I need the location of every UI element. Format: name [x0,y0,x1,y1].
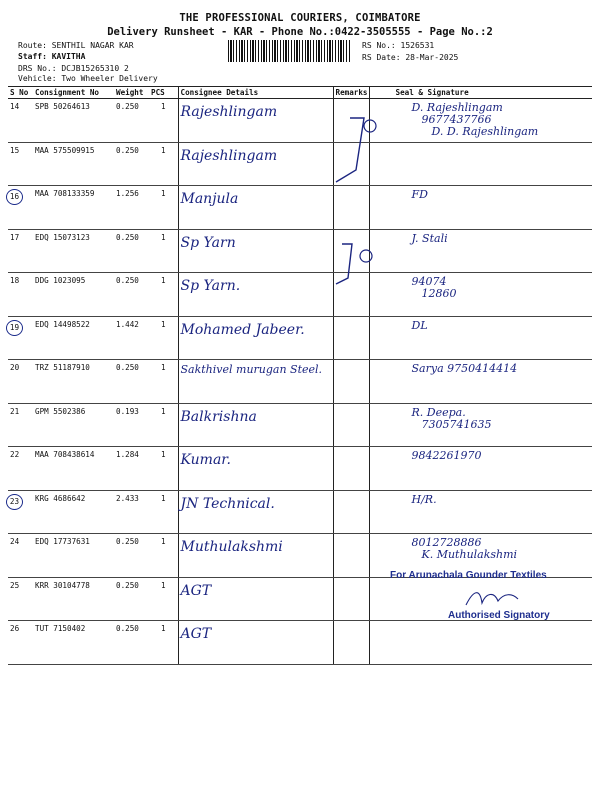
serial-number [8,403,33,447]
consignee-details [178,142,333,186]
consignment-number: MAA 575509915 [33,142,114,186]
pieces: 1 [149,403,178,447]
weight: 0.250 [114,99,149,143]
drs-number: DRS No.: DCJB15265310 2 [18,64,129,73]
serial-number-text: 25 [10,580,20,590]
signature-handwriting: 8012728886 [411,536,482,549]
seal-signature [369,490,592,534]
consignee-handwriting: Muthulakshmi [180,539,283,555]
pieces: 1 [149,621,178,665]
pieces: 1 [149,577,178,621]
table-row [8,229,592,273]
consignee-handwriting: Mohamed Jabeer. [180,321,305,338]
remarks [333,360,369,404]
serial-number-text: 17 [10,232,20,242]
remarks [333,577,369,621]
pieces: 1 [149,490,178,534]
consignment-number: DDG 1023095 [33,273,114,317]
consignee-handwriting: Balkrishna [180,408,257,425]
vehicle-text: Vehicle: Two Wheeler Delivery [18,74,158,83]
col-remarks: Remarks [333,87,369,99]
serial-number [8,577,33,621]
consignee-details [178,360,333,404]
consignee-handwriting: Sp Yarn. [180,278,241,294]
consignee-details [178,534,333,578]
table-row [8,447,592,491]
consignee-handwriting: JN Technical. [180,495,275,512]
barcode-image [228,40,350,62]
weight: 1.442 [114,316,149,360]
consignee-handwriting: AGT [180,626,212,642]
serial-number-text: 16 [6,189,23,205]
serial-number [8,99,33,143]
consignee-details [178,447,333,491]
consignee-handwriting: AGT [180,582,212,599]
rs-date: RS Date: 28-Mar-2025 [362,53,459,62]
seal-signature [369,447,592,491]
signature-handwriting: FD [411,188,428,201]
serial-number-text: 21 [10,406,20,416]
col-pcs: PCS [149,87,178,99]
consignee-handwriting: Rajeshlingam [180,104,278,120]
consignment-number: EDQ 14498522 [33,316,114,360]
serial-number-text: 15 [10,145,20,155]
company-stamp-name: For Arunachala Gounder Textiles [390,570,547,581]
signature-handwriting: Sarya 9750414414 [411,362,518,375]
remarks [333,316,369,360]
weight: 0.250 [114,621,149,665]
col-consignee: Consignee Details [178,87,333,99]
seal-signature [369,621,592,665]
signature-handwriting: H/R. [411,492,437,506]
serial-number [8,142,33,186]
weight: 1.256 [114,186,149,230]
consignment-number: MAA 708133359 [33,186,114,230]
serial-number [8,534,33,578]
authorised-signatory-stamp: Authorised Signatory [448,610,550,621]
seal-signature [369,273,592,317]
pieces: 1 [149,447,178,491]
signature-handwriting: R. Deepa. [411,405,466,419]
serial-number [8,621,33,665]
consignee-details [178,403,333,447]
signature-handwriting: J. Stali [411,231,448,245]
staff-text: Staff: KAVITHA [18,52,86,61]
remarks [333,490,369,534]
col-sno: S No [8,87,33,99]
weight: 0.250 [114,273,149,317]
serial-number [8,360,33,404]
signature-handwriting: K. Muthulakshmi [421,548,518,561]
col-consignment: Consignment No [33,87,114,99]
consignment-number: MAA 708438614 [33,447,114,491]
remarks [333,447,369,491]
signature-handwriting: 9842261970 [411,449,482,462]
pieces: 1 [149,229,178,273]
seal-signature [369,403,592,447]
seal-signature [369,186,592,230]
serial-number [8,316,33,360]
runsheet-subtitle: Delivery Runsheet - KAR - Phone No.:0422-3505555 - Page No.:2 [107,26,493,38]
consignment-number: KRG 4686642 [33,490,114,534]
serial-number-text: 22 [10,450,20,459]
consignee-handwriting: Manjula [180,191,239,207]
remarks [333,186,369,230]
signature-handwriting: D. Rajeshlingam [411,101,503,114]
signatory-signature [462,585,522,615]
rs-number: RS No.: 1526531 [362,41,435,50]
consignment-number: EDQ 17737631 [33,534,114,578]
pieces: 1 [149,273,178,317]
table-row [8,621,592,665]
table-row [8,403,592,447]
serial-number-text: 18 [10,276,20,285]
consignee-handwriting: Sakthivel murugan Steel. [180,363,323,376]
remarks [333,403,369,447]
pieces: 1 [149,186,178,230]
consignment-number: SPB 50264613 [33,99,114,143]
consignment-number: KRR 30104778 [33,577,114,621]
runsheet-title: THE PROFESSIONAL COURIERS, COIMBATORE [179,12,421,24]
weight: 0.250 [114,534,149,578]
consignment-number: TUT 7150402 [33,621,114,665]
serial-number-text: 23 [6,494,23,510]
col-weight: Weight [114,87,149,99]
table-row [8,490,592,534]
consignee-handwriting: Rajeshlingam [180,147,278,164]
pieces: 1 [149,142,178,186]
consignment-number: EDQ 15073123 [33,229,114,273]
seal-signature [369,142,592,186]
remarks [333,534,369,578]
weight: 0.250 [114,360,149,404]
seal-signature [369,316,592,360]
consignment-number: GPM 5502386 [33,403,114,447]
weight: 0.250 [114,229,149,273]
remarks [333,621,369,665]
serial-number [8,229,33,273]
table-row [8,142,592,186]
table-row [8,316,592,360]
col-signature: Seal & Signature [369,87,592,99]
consignee-details [178,490,333,534]
pieces: 1 [149,316,178,360]
seal-signature [369,99,592,143]
consignee-details [178,577,333,621]
weight: 0.193 [114,403,149,447]
weight: 0.250 [114,142,149,186]
route-text: Route: SENTHIL NAGAR KAR [18,41,134,50]
seal-signature [369,360,592,404]
consignee-handwriting: Kumar. [180,452,231,468]
serial-number-text: 24 [10,537,20,546]
serial-number [8,186,33,230]
serial-number [8,490,33,534]
remarks-ink-mark [330,110,390,190]
pieces: 1 [149,360,178,404]
consignee-details [178,316,333,360]
remarks-ink-mark [330,238,380,298]
consignee-details [178,621,333,665]
signature-handwriting: 7305741635 [421,417,492,431]
signature-handwriting: 94074 [411,275,447,288]
consignee-details [178,99,333,143]
table-row [8,273,592,317]
serial-number [8,447,33,491]
signature-handwriting: 9677437766 [421,113,492,126]
signature-handwriting: 12860 [421,287,457,300]
weight: 1.284 [114,447,149,491]
consignee-details [178,229,333,273]
consignee-handwriting: Sp Yarn [180,234,236,251]
consignment-number: TRZ 51187910 [33,360,114,404]
serial-number-text: 26 [10,624,20,633]
serial-number-text: 20 [10,363,20,372]
serial-number-text: 19 [6,320,23,336]
signature-handwriting: D. D. Rajeshlingam [431,125,539,138]
weight: 0.250 [114,577,149,621]
table-row [8,99,592,143]
serial-number-text: 14 [10,102,20,111]
table-row [8,360,592,404]
consignee-details [178,273,333,317]
signature-handwriting: DL [411,318,428,332]
seal-signature [369,229,592,273]
consignee-details [178,186,333,230]
table-row [8,186,592,230]
weight: 2.433 [114,490,149,534]
serial-number [8,273,33,317]
table-header-row [8,87,592,99]
pieces: 1 [149,99,178,143]
pieces: 1 [149,534,178,578]
